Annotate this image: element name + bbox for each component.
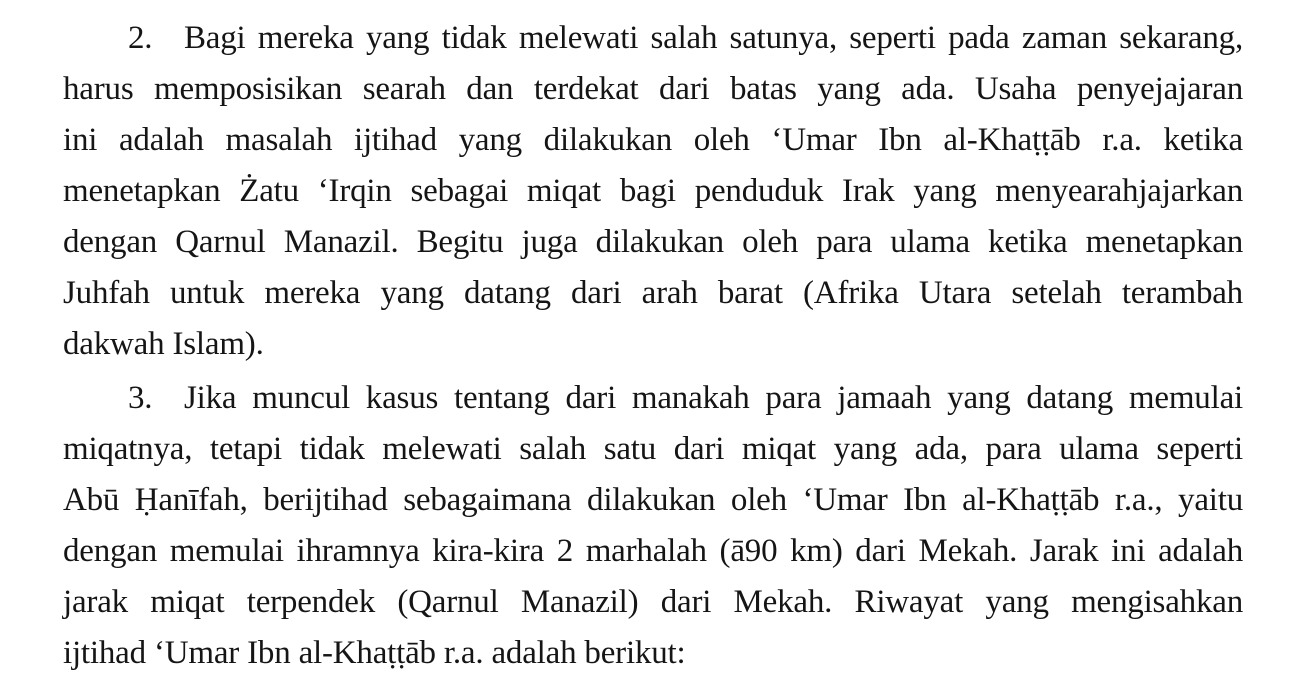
paragraph-3-line-4: dengan memulai ihramnya kira-kira 2 marhalah (ā90 km) dari Mekah. Jarak ini adalah — [63, 533, 1243, 569]
paragraph-2-line-7: dakwah Islam). — [63, 326, 264, 362]
paragraph-2-number: 2. — [128, 20, 153, 56]
paragraph-2-line-3: ini adalah masalah ijtihad yang dilakukan oleh ‘Umar Ibn al-Khaṭṭāb r.a. ketika — [63, 122, 1243, 158]
paragraph-2-line-1 — [128, 15, 1243, 61]
paragraph-2-line-2: harus memposisikan searah dan terdekat dari batas yang ada. Usaha penyejajaran — [63, 71, 1243, 107]
paragraph-3-number: 3. — [128, 380, 153, 416]
paragraph-2-line-6: Juhfah untuk mereka yang datang dari arah barat (Afrika Utara setelah terambah — [63, 275, 1243, 311]
paragraph-2-line-1-text: Bagi mereka yang tidak melewati salah satunya, seperti pada zaman sekarang, — [184, 20, 1243, 56]
paragraph-3-line-3: Abū Ḥanīfah, berijtihad sebagaimana dilakukan oleh ‘Umar Ibn al-Khaṭṭāb r.a., yaitu — [63, 482, 1243, 518]
paragraph-2-line-5: dengan Qarnul Manazil. Begitu juga dilakukan oleh para ulama ketika menetapkan — [63, 224, 1243, 260]
paragraph-2-line-4: menetapkan Żatu ‘Irqin sebagai miqat bagi penduduk Irak yang menyearahjajarkan — [63, 173, 1243, 209]
paragraph-3-line-1 — [128, 375, 1243, 421]
paragraph-3-line-1-text: Jika muncul kasus tentang dari manakah para jamaah yang datang memulai — [184, 380, 1243, 416]
paragraph-3-line-2: miqatnya, tetapi tidak melewati salah satu dari miqat yang ada, para ulama seperti — [63, 431, 1243, 467]
paragraph-3-line-6: ijtihad ‘Umar Ibn al-Khaṭṭāb r.a. adalah berikut: — [63, 635, 686, 671]
paragraph-3-line-5: jarak miqat terpendek (Qarnul Manazil) dari Mekah. Riwayat yang mengisahkan — [63, 584, 1243, 620]
